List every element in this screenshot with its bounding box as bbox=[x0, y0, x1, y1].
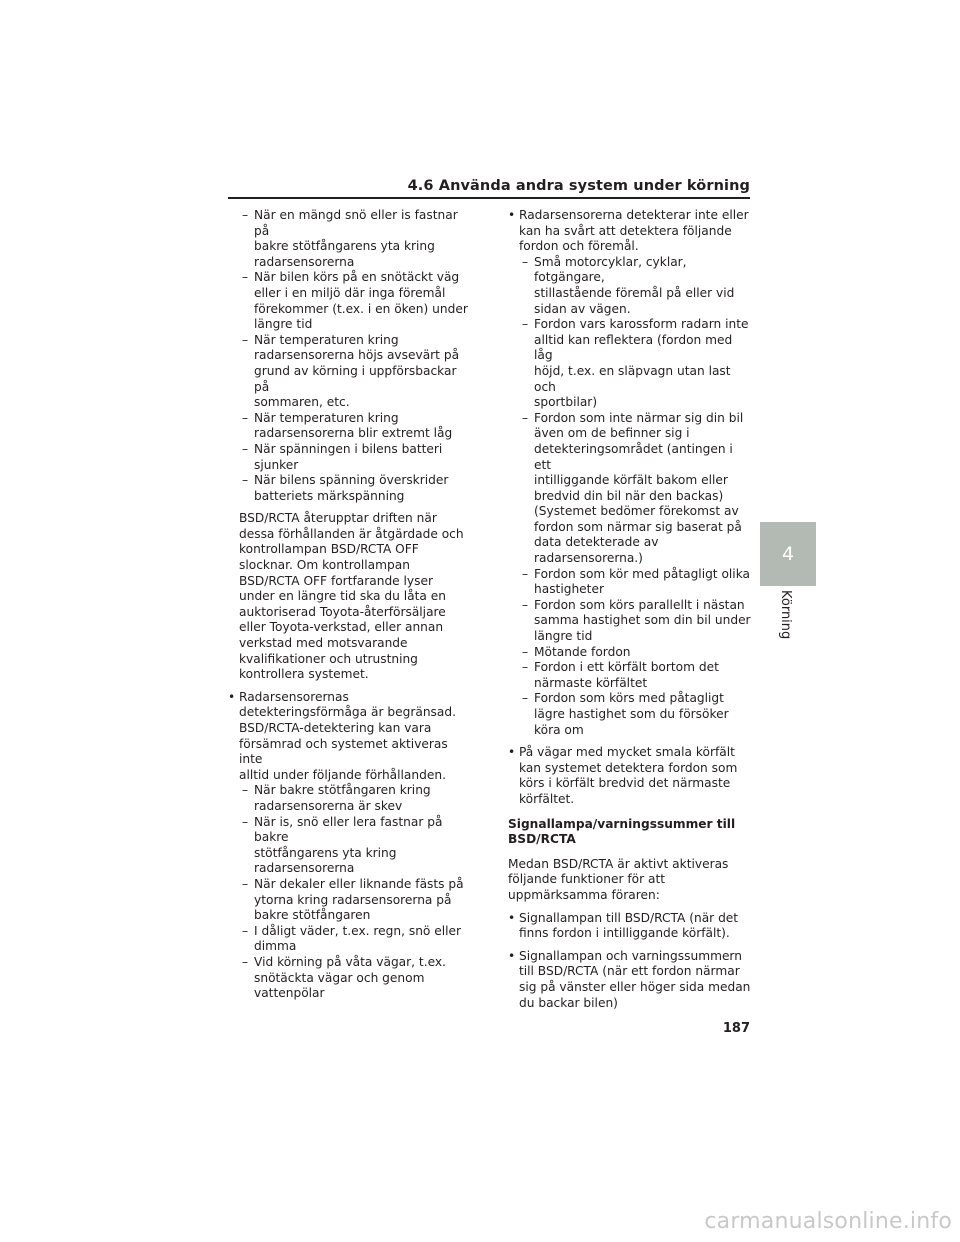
dash-item: – Vid körning på våta vägar, t.ex. snötäckta vägar och genom vattenpölar bbox=[228, 955, 473, 1002]
bullet-item: • Radarsensorerna detekterar inte eller kan ha svårt att detektera följande fordon och föremål. bbox=[508, 208, 753, 255]
right-column bbox=[508, 208, 753, 1011]
dash-item: – När spänningen i bilens batteri sjunker bbox=[228, 442, 473, 473]
bullet-item: • Signallampan till BSD/RCTA (när det finns fordon i intilliggande körfält). bbox=[508, 911, 753, 942]
dash-item: – Mötande fordon bbox=[508, 645, 753, 661]
chapter-number: 4 bbox=[781, 543, 795, 565]
dash-item: – I dåligt väder, t.ex. regn, snö eller dimma bbox=[228, 924, 473, 955]
bullet-item: • Signallampan och varningssummern till BSD/RCTA (när ett fordon närmar sig på vänster eller höger sida medan du backar bilen) bbox=[508, 949, 753, 1011]
watermark: carmanualsonline.info bbox=[704, 1209, 952, 1234]
chapter-label: Körning bbox=[778, 590, 793, 640]
page-number: 187 bbox=[722, 1021, 750, 1036]
dash-item: – Fordon som kör med påtagligt olika hastigheter bbox=[508, 567, 753, 598]
section-title: 4.6 Använda andra system under körning bbox=[407, 178, 750, 194]
chapter-tab[interactable] bbox=[760, 522, 816, 586]
left-column bbox=[228, 208, 473, 1002]
bullet-item: • På vägar med mycket smala körfält kan systemet detektera fordon som körs i körfält bredvid det närmaste körfältet. bbox=[508, 745, 753, 807]
bullet-item: • Radarsensorernas detekteringsförmåga är begränsad. BSD/RCTA-detektering kan vara försämrad och systemet aktiveras inte alltid under följande förhållanden. bbox=[228, 690, 473, 784]
header-rule bbox=[228, 197, 750, 199]
dash-item: – När bilens spänning överskrider batteriets märkspänning bbox=[228, 473, 473, 504]
dash-item: – Fordon i ett körfält bortom det närmaste körfältet bbox=[508, 660, 753, 691]
dash-item: – När temperaturen kring radarsensorerna höjs avsevärt på grund av körning i uppförsbackar på sommaren, etc. bbox=[228, 333, 473, 411]
dash-item: – Fordon som körs parallellt i nästan samma hastighet som din bil under längre tid bbox=[508, 598, 753, 645]
dash-item: – Små motorcyklar, cyklar, fotgängare, stillastående föremål på eller vid sidan av vägen. bbox=[508, 255, 753, 317]
dash-item: – Fordon som körs med påtagligt lägre hastighet som du försöker köra om bbox=[508, 691, 753, 738]
dash-item: – När bakre stötfångaren kring radarsensorerna är skev bbox=[228, 783, 473, 814]
paragraph: Medan BSD/RCTA är aktivt aktiveras följande funktioner för att uppmärksamma föraren: bbox=[508, 856, 729, 902]
dash-item: – När is, snö eller lera fastnar på bakre stötfångarens yta kring radarsensorerna bbox=[228, 815, 473, 877]
dash-item: – Fordon vars karossform radarn inte alltid kan reflektera (fordon med låg höjd, t.ex. en släpvagn utan last och sportbilar) bbox=[508, 317, 753, 411]
dash-item: – Fordon som inte närmar sig din bil även om de befinner sig i detekteringsområdet (antingen i ett intilliggande körfält bakom eller bredvid din bil när den backas) (Systemet bedömer förekomst av fordon som närmar sig baserat på data detekterade av radarsensorerna.) bbox=[508, 411, 753, 567]
dash-item: – När temperaturen kring radarsensorerna blir extremt låg bbox=[228, 411, 473, 442]
dash-item: – När dekaler eller liknande fästs på ytorna kring radarsensorerna på bakre stötfångaren bbox=[228, 877, 473, 924]
subheading: Signallampa/varningssummer till BSD/RCTA bbox=[508, 816, 736, 847]
paragraph: BSD/RCTA återupptar driften när dessa förhållanden är åtgärdade och kontrollampan BSD/RCTA OFF slocknar. Om kontrollampan BSD/RCTA OFF fortfarande lyser under en längre tid ska du låta en auktoriserad Toyota-återförsäljare eller Toyota-verkstad, eller annan verkstad med motsvarande kvalifikationer och utrustning kontrollera systemet. bbox=[239, 511, 464, 682]
dash-item: – När en mängd snö eller is fastnar på bakre stötfångarens yta kring radarsensorerna bbox=[228, 208, 473, 270]
dash-item: – När bilen körs på en snötäckt väg eller i en miljö där inga föremål förekommer (t.ex. i en öken) under längre tid bbox=[228, 270, 473, 332]
